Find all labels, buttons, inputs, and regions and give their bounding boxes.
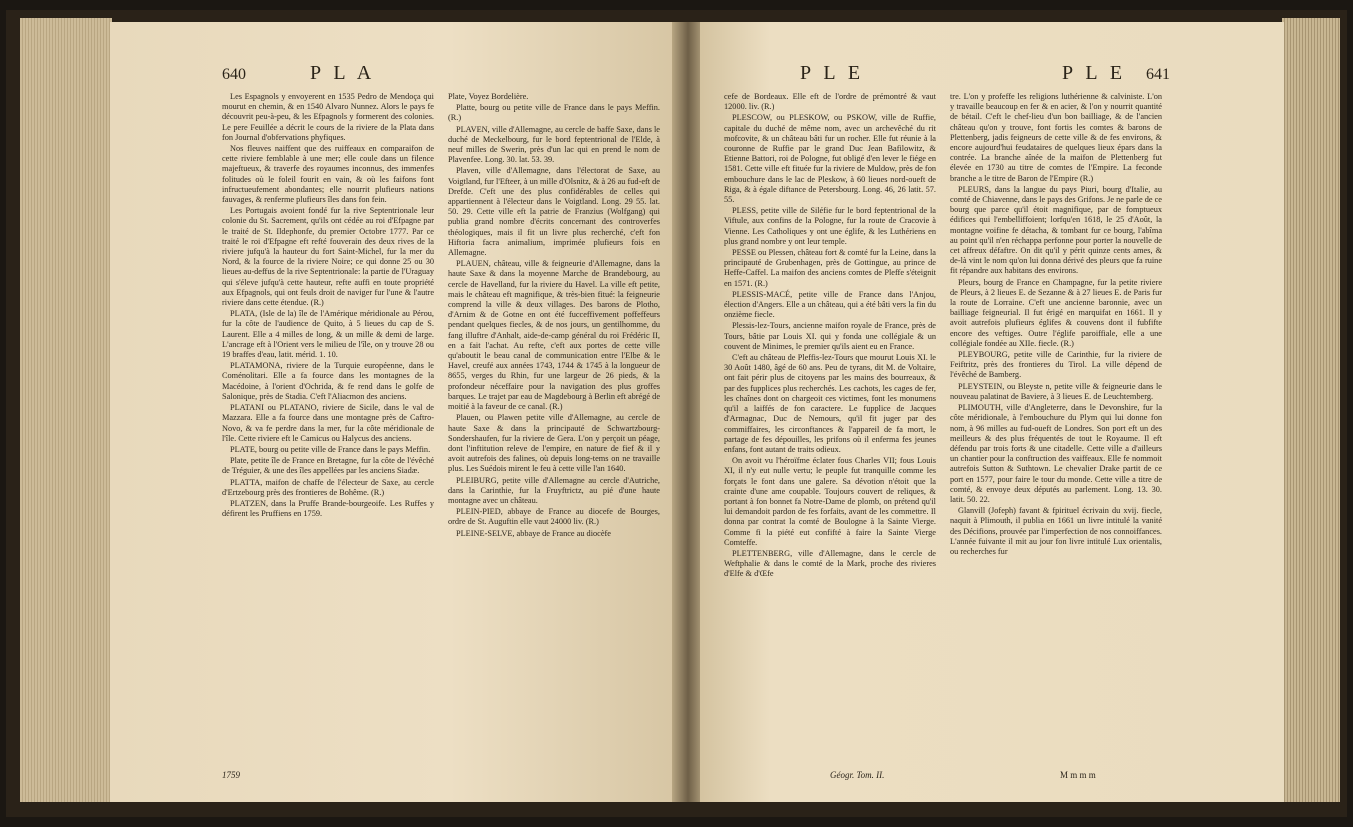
entry-paragraph: Nos fleuves naiffent que des ruiffeaux en comparaifon de cette riviere femblable à une mer; elle coule dans un filence majeftueux, & traverfe des royaumes inconnus, des immenfes folitudes où le foleil fourit en vain, & où les faifons font infructueufement abondantes; elle nourrit plufieurs nations fauvages, & renferme plufieurs îles dans fon fein. [222,144,434,205]
entry-paragraph: Pleurs, bourg de France en Champagne, fur la petite riviere de Pleurs, à 2 lieues E. de Sezanne & à 27 lieues E. de Paris fur la route de Lorraine. C'eft une ancienne baronnie, avec un bailliage feigneurial. Il fut érigé en marquifat en 1661. Il y avoit autrefois plufieurs églifes & couvens dont il fubfifte encore des veftiges. Outre l'églife paroiffiale, elle a une collégiale fondée au XIIe. fiecle. (R.) [950,277,1162,348]
entry-paragraph: Plessis-lez-Tours, ancienne maifon royale de France, près de Tours, bâtie par Louis XI. qui y fonda une collégiale & un couvent de Minimes, le premier qu'ils aient eu en France. [724,321,936,351]
entry-paragraph: PLAUEN, château, ville & feigneurie d'Allemagne, dans la haute Saxe & dans la moyenne Marche de Brandebourg, au cercle de Havelland, fur la riviere du Havel. La ville eft petite, mais le château eft magnifique, & très-bien fitué: la feigneurie comprend la ville & deux villages. Des barons de Plotho, d'Arnim & de Gotne en ont été fucceffivement poffeffeurs pendant quelques fiecles, & de nos jours, un gentilhomme, du fang illuftre d'Anhalt, aide-de-camp général du roi Frédéric II, en a fait l'achat. Au refte, c'eft aux portes de cette ville qu'aboutit le beau canal de communication entre l'Elbe & le Havel, creufé aux années 1743, 1744 & 1745 à la longueur de 8655, verges du Rhin, fur une largeur de 26 pieds, & la profondeur néceffaire pour la navigation des plus groffes barques. Le trajet par eau de Magdebourg à Berlin eft abrégé de moitié à la faveur de ce canal. (R.) [448,259,660,412]
entry-paragraph: cefe de Bordeaux. Elle eft de l'ordre de prémontré & vaut 12000. liv. (R.) [724,92,936,112]
entry-paragraph: PLEINE-SELVE, abbaye de France au diocèfe [456,528,611,538]
entry-paragraph: PLEIN-PIED, abbaye de France au diocefe de Bourges, ordre de St. Auguftin elle vaut 24000 liv. (R.) [448,507,660,527]
entry-paragraph: PLETTENBERG, ville d'Allemagne, dans le cercle de Weftphalie & dans le comté de la Mark, proche des rivieres d'Elfe & d'Œfe [724,548,936,579]
left-page-edges [20,18,112,802]
entry-paragraph: PLESCOW, ou PLESKOW, ou PSKOW, ville de Ruffie, capitale du duché de même nom, avec un archevêché du rit mofcovite, & un château bâti fur un rocher. Elle fut réunie à la couronne de Ruffie par le grand Duc Jean Bafilowitz, & Etienne Battori, roi de Pologne, fut obligé d'en lever le fiége en 1581. Cette ville eft fituée fur la riviere de Muldow, près de fon embouchure dans le lac de Pleskow, à 60 lieues nord-oueft de Riga, & à égale diftance de Petersbourg. Long. 46, 26 latit. 57. 55. [724,113,936,205]
left-page [110,22,676,802]
entry-paragraph: PLEYSTEIN, ou Bleyste n, petite ville & feigneurie dans le nouveau palatinat de Baviere, à 3 lieues E. de Leuchtemberg. [950,381,1162,401]
left-page-signature: 1759 [222,770,240,780]
entry-paragraph: PLESSIS-MACÉ, petite ville de France dans l'Anjou, élection d'Angers. Elle a un château, qui a été bâti vers la fin du onzième fiecle. [724,289,936,320]
left-page-columns [222,92,660,540]
entry-paragraph: Plaven, ville d'Allemagne, dans l'électorat de Saxe, au Voigtland, fur l'Efteer, à un mille d'Olsnitz, & à 26 au fud-eft de Drefde. C'eft une des plus confidérables de celles qui appartiennent à l'électeur dans le Voigtland. Long. 29 55. lat. 50. 29. Cette ville eft la patrie de Franzius (Wolfgang) qui publia grand nombre d'écrits concernant des controverfes théologiques, mais il fit un livre plus recherché, c'eft fon Hiftoria facra animalium, imprimée plufieurs fois en Allemagne. [448,166,660,258]
entry-paragraph: PLEIBURG, petite ville d'Allemagne au cercle d'Autriche, dans la Carinthie, fur la Fruyftrictz, au pié d'une haute montagne avec un château. [448,475,660,505]
entry-paragraph: PLAVEN, ville d'Allemagne, au cercle de baffe Saxe, dans le duché de Meckelbourg, fur le bord feptentrional de l'Elde, à neuf milles de Swerin, près d'un lac qui en prend le nom de Plavenfee. Long. 30. lat. 53. 39. [448,124,660,165]
entry-paragraph: PLEURS, dans la langue du pays Piuri, bourg d'Italie, au comté de Chiavenne, dans le pays des Grifons. Je ne parle de ce bourg que parce qu'il étoit magnifique, par de fomptueux édifices qui l'embelliffoient; lorfqu'en 1618, le 25 d'Août, la montagne voifine fe détacha, & tombant fur ce bourg, l'abîma au point qu'il n'en réchappa perfonne pour porter la nouvelle de cet affreux défaftre. On dit qu'il y périt quinze cents ames, & de-là vint le nom qu'on lui donna dérivé des pleurs que fa ruine fit répandre aux habitans des environs. [950,184,1162,276]
entry-paragraph: PLIMOUTH, ville d'Angleterre, dans le Devonshire, fur la côte méridionale, à l'embouchure du Plym qui lui donne fon nom, à 96 milles au fud-oueft de Londres. Son port eft un des meilleurs & des plus fréquentés de tout le Royaume. Il eft défendu par trois forts & une citadelle. Cette ville a d'ailleurs un chantier pour la conftruction des vaiffeaux. Elle fe nommoit autrefois Sutton & Suthtown. Le chevalier Drake partit de ce port en 1577, pour faire le tour du monde. Cette ville a titre de comté, & envoye deux députés au parlement. Long. 13. 30. latit. 50. 22. [950,403,1162,504]
entry-paragraph: PLATE, bourg ou petite ville de France dans le pays Meffin. [230,444,431,454]
entry-paragraph: Glanvill (Jofeph) favant & fpirituel écrivain du xvij. fiecle, naquit à Plimouth, il publia en 1661 un livre intitulé la vanité des Décifions, prouvée par l'imperfection de nos connoiffances. L'année fuivante il mit au jour fon livre intitulé Lux orientalis, ou recherches fur [950,506,1162,556]
entry-paragraph: PLATA, (Isle de la) île de l'Amérique méridionale au Pérou, fur la côte de l'audience de Quito, à 5 lieues du cap de S. Laurent. Elle a 4 milles de long, & un mille & demi de large. L'ancrage eft à l'Orient vers le milieu de l'île, on y trouve 28 ou 19 braffes d'eau, latit. mérid. 1. 10. [222,309,434,360]
entry-paragraph: On avoit vu l'héroïfme éclater fous Charles VII; fous Louis XI, il n'y eut nulle vertu; le peuple fut tranquille comme les forçats le font dans une galere. Sa dévotion n'étoit que la crainte d'une ame coupable. Toujours couvert de reliques, & portant à fon bonnet fa Notre-Dame de plomb, on prétend qu'il lui demandoit pardon de fes forfaits, avant de les commettre. Il donna par contrat la comté de Boulogne à la Sainte Vierge. Comme fi la piété eut confifté à faire la Sainte Vierge Comteffe. [724,456,936,547]
entry-paragraph: Plate, Voyez Bordelière. [448,92,529,101]
entry-paragraph: tre. L'on y profeffe les religions luthérienne & calviniste. L'on y travaille beaucoup en fer & en acier, & l'on y nourrit quantité de bétail. C'eft le chef-lieu d'un bon bailliage, & de l'ancien château qu'on y trouve, font fortis les comtes & barons de Plettenberg, jadis feigneurs de cette ville & de fes environs, & encore aujourd'hui feudataires de quelques lieux épars dans la contrée. La branche aînée de la maifon de Plettenberg fut élevée en 1730 au titre de comtes de l'Empire. La feconde branche a le titre de Baron de l'Empire (R.) [950,92,1162,183]
entry-paragraph: Les Espagnols y envoyerent en 1535 Pedro de Mendoça qui mourut en chemin, & en 1540 Alvaro Nunnez. Alors le pays fe découvrit peu-à-peu, & les Efpagnols y formerent des colonies. Le pere Feuillée a décrit le cours de la riviere de la Plata dans fon Journal d'obfervations phyfiques. [222,92,434,142]
entry-paragraph: PLEYBOURG, petite ville de Carinthie, fur la riviere de Feiftritz, près des frontieres du Tirol. La ville dépend de l'évêché de Bamberg. [950,350,1162,380]
entry-paragraph: PLATANI ou PLATANO, riviere de Sicile, dans le val de Mazzara. Elle a fa fource dans une montagne près de Caftro-Novo, & va fe perdre dans la mer, fur la côte méridionale de l'île. Cette riviere eft le Camicus ou Halycus des anciens. [222,403,434,443]
right-running-head-center: P L E [800,62,865,84]
left-running-head: P L A [310,62,376,84]
right-page-number: 641 [1146,66,1170,83]
entry-paragraph: PLESS, petite ville de Siléfie fur le bord feptentrional de la Viftule, aux confins de la Pologne, fur la route de Cracovie à Vienne. Les Catholiques y ont une églife, & les Luthériens en plus grand nombre y ont leur temple. [724,206,936,246]
entry-paragraph: C'eft au château de Pleffis-lez-Tours que mourut Louis XI. le 30 Août 1480, âgé de 60 ans. Peu de tyrans, dit M. de Voltaire, ont fait périr plus de citoyens par les mains des bourreaux, & par des fupplices plus recherchés. Les cachots, les cages de fer, les chaînes dont on chargeoit ces victimes, font les monumens qu'il a laiffés de fon caractere. Le fupplice de Jacques d'Armagnac, Duc de Nemours, qu'il fit juger par des commiffaires, les circonftances & l'appareil de fa mort, le partage de fes dépouilles, les prifons où il enferma fes jeunes enfans, font autant de traits odieux. [724,353,936,454]
entry-paragraph: PLATZEN, dans la Pruffe Brande-bourgeoife. Les Ruffes y défirent les Pruffiens en 1759. [222,498,434,519]
right-page-signature-left: Géogr. Tom. II. [830,770,885,780]
right-running-head-right: P L E [1062,62,1127,84]
entry-paragraph: Plauen, ou Plawen petite ville d'Allemagne, au cercle de haute Saxe & dans la principauté de Schwartzbourg-Sondershaufen, fur la riviere de Gera. L'on y perçoit un péage, dont l'inftitution releve de l'empire, en nature de fief & il y avoit autrefois des falines, où depuis long-tems on ne travaille plus. Les Suédois mirent le feu à cette ville l'an 1640. [448,413,660,474]
entry-paragraph: Plate, petite île de France en Bretagne, fur la côte de l'évêché de Tréguier, & une des îles appellées par les anciens Siadæ. [222,456,434,476]
right-column-1 [724,92,936,581]
right-page-columns [724,92,1162,581]
entry-paragraph: Platte, bourg ou petite ville de France dans le pays Meffin. (R.) [448,103,660,123]
right-page [700,22,1284,802]
left-page-header [110,62,676,88]
left-page-number: 640 [222,66,246,83]
right-page-header [700,62,1284,88]
left-column-2 [448,92,660,540]
right-column-2 [950,92,1162,581]
left-column-1 [222,92,434,540]
entry-paragraph: PLATAMONA, riviere de la Turquie européenne, dans le Coménolitari. Elle a fa fource dans les montagnes de la Macédoine, à l'orient d'Ochrida, & fe rend dans le golfe de Salonique, près de Stadia. C'eft l'Aliacmon des anciens. [222,361,434,401]
entry-paragraph: PESSE ou Plessen, château fort & comté fur la Leine, dans la principauté de Grubenhagen, près de Gottingue, au prince de Heffe-Caffel. La maifon des anciens comtes de Pleffe s'éteignit en 1571. (R.) [724,248,936,288]
entry-paragraph: Les Portugais avoient fondé fur la rive Septentrionale leur colonie du St. Sacrement, qu'ils ont cédée au roi d'Efpagne par le traité de St. Ildephonfe, du premier Octobre 1777. Par ce traité le roi d'Efpagne eft refté fouverain des deux rives de la riviere jufqu'à la hauteur du fort Saint-Michel, fur la mer du Nord, & la fource de la riviere Noire; ce qui donne 25 ou 30 lieues au-deffus de la rive Septentrionale: la partie de l'Uraguay qui s'éleve jufqu'à cette hauteur, refte auffi en toute propriété aux Efpagnols, qui ont feuls droit de naviger fur l'une & l'autre riviere dans cette étendue. (R.) [222,206,434,308]
entry-paragraph: PLATTA, maifon de chaffe de l'électeur de Saxe, au cercle d'Ertzebourg près des frontieres de Bohême. (R.) [222,477,434,497]
right-page-edges [1282,18,1340,802]
right-page-signature-right: M m m m [1060,770,1096,780]
